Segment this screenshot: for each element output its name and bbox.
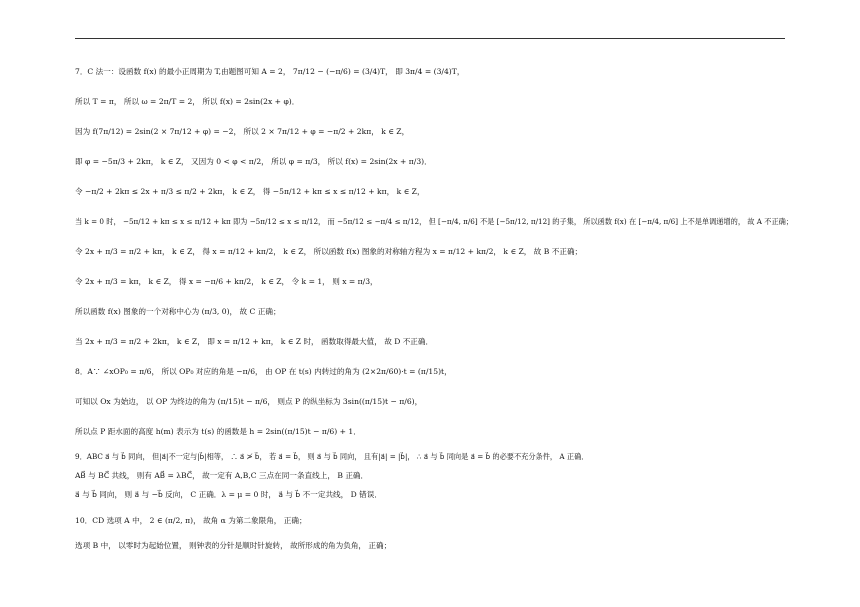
text-line: 可知以 Ox 为始边， 以 OP 为终边的角为 (π/15)t − π/6， 则点 P 的纵坐标为 3sin((π/15)t − π/6)， (75, 397, 423, 406)
text-line: 所以 T = π， 所以 ω = 2π/T = 2， 所以 f(x) = 2sin(2x + φ)． (75, 97, 300, 106)
text-line: 7．C 法一：设函数 f(x) 的最小正周期为 T,由题图可知 A = 2， 7π/12 − (−π/6) = (3/4)T， 即 3π/4 = (3/4)T， (75, 67, 465, 76)
text-line: 所以点 P 距水面的高度 h(m) 表示为 t(s) 的函数是 h = 2sin((π/15)t − π/6) + 1． (75, 427, 361, 436)
text-line: 8．A∵ ∠xOP₀ = π/6， 所以 OP₀ 对应的角是 −π/6， 由 OP 在 t(s) 内转过的角为 (2×2π/60)·t = (π/15)t， (75, 367, 452, 376)
header-rule (75, 38, 785, 39)
text-line: 令 2x + π/3 = kπ， k ∈ Z， 得 x = −π/6 + kπ/2， k ∈ Z， 令 k = 1， 则 x = π/3， (75, 277, 378, 286)
text-line: 当 k = 0 时， −5π/12 + kπ ≤ x ≤ π/12 + kπ 即为 −5π/12 ≤ x ≤ π/12， 而 −5π/12 ≤ −π/4 ≤ π/12， 但 [−π/4, π/6] 不是 [−5π/12, π/12] 的子集， 所以函数 f(x) 在 [−π/4, π/6] 上不是单调递增的， 故 A 不正确； (75, 217, 794, 226)
text-line: 因为 f(7π/12) = 2sin(2 × 7π/12 + φ) = −2， 所以 2 × 7π/12 + φ = −π/2 + 2kπ， k ∈ Z， (75, 127, 410, 136)
text-line: 令 2x + π/3 = π/2 + kπ， k ∈ Z， 得 x = π/12 + kπ/2， k ∈ Z， 所以函数 f(x) 图象的对称轴方程为 x = π/12 + kπ/2， k ∈ Z， 故 B 不正确； (75, 247, 583, 256)
text-line: 10．CD 选项 A 中， 2 ∈ (π/2, π)， 故角 α 为第二象限角， 正确； (75, 516, 307, 525)
text-line: a⃗ 与 b⃗ 同向， 则 a⃗ 与 −b⃗ 反向， C 正确．λ = μ = 0 时， a⃗ 与 b⃗ 不一定共线， D 错误． (75, 490, 382, 499)
text-line: 当 2x + π/3 = π/2 + 2kπ， k ∈ Z， 即 x = π/12 + kπ， k ∈ Z 时， 函数取得最大值， 故 D 不正确． (75, 337, 434, 346)
text-line: AB⃗ 与 BC⃗ 共线， 则有 AB⃗ = λBC⃗， 故一定有 A,B,C 三点在同一条直线上， B 正确． (75, 471, 369, 480)
text-line: 选项 B 中， 以零时为起始位置， 则钟表的分针是顺时针旋转， 故所形成的角为负角， 正确； (75, 541, 392, 550)
text-line: 9．ABC a⃗ 与 b⃗ 同向， 但|a⃗|不一定与|b⃗|相等， ∴ a⃗ ≯ b⃗， 若 a⃗ = b⃗， 则 a⃗ 与 b⃗ 同向， 且有|a⃗| = |b⃗|， ∴ a⃗ 与 b⃗ 同向是 a⃗ = b⃗ 的必要不充分条件， A 正确． (75, 452, 589, 461)
text-line: 所以函数 f(x) 图象的一个对称中心为 (π/3, 0)， 故 C 正确； (75, 307, 281, 316)
text-line: 即 φ = −5π/3 + 2kπ， k ∈ Z， 又因为 0 < φ < π/2， 所以 φ = π/3， 所以 f(x) = 2sin(2x + π/3)． (75, 157, 432, 166)
text-line: 令 −π/2 + 2kπ ≤ 2x + π/3 ≤ π/2 + 2kπ， k ∈ Z， 得 −5π/12 + kπ ≤ x ≤ π/12 + kπ， k ∈ Z， (75, 187, 425, 196)
